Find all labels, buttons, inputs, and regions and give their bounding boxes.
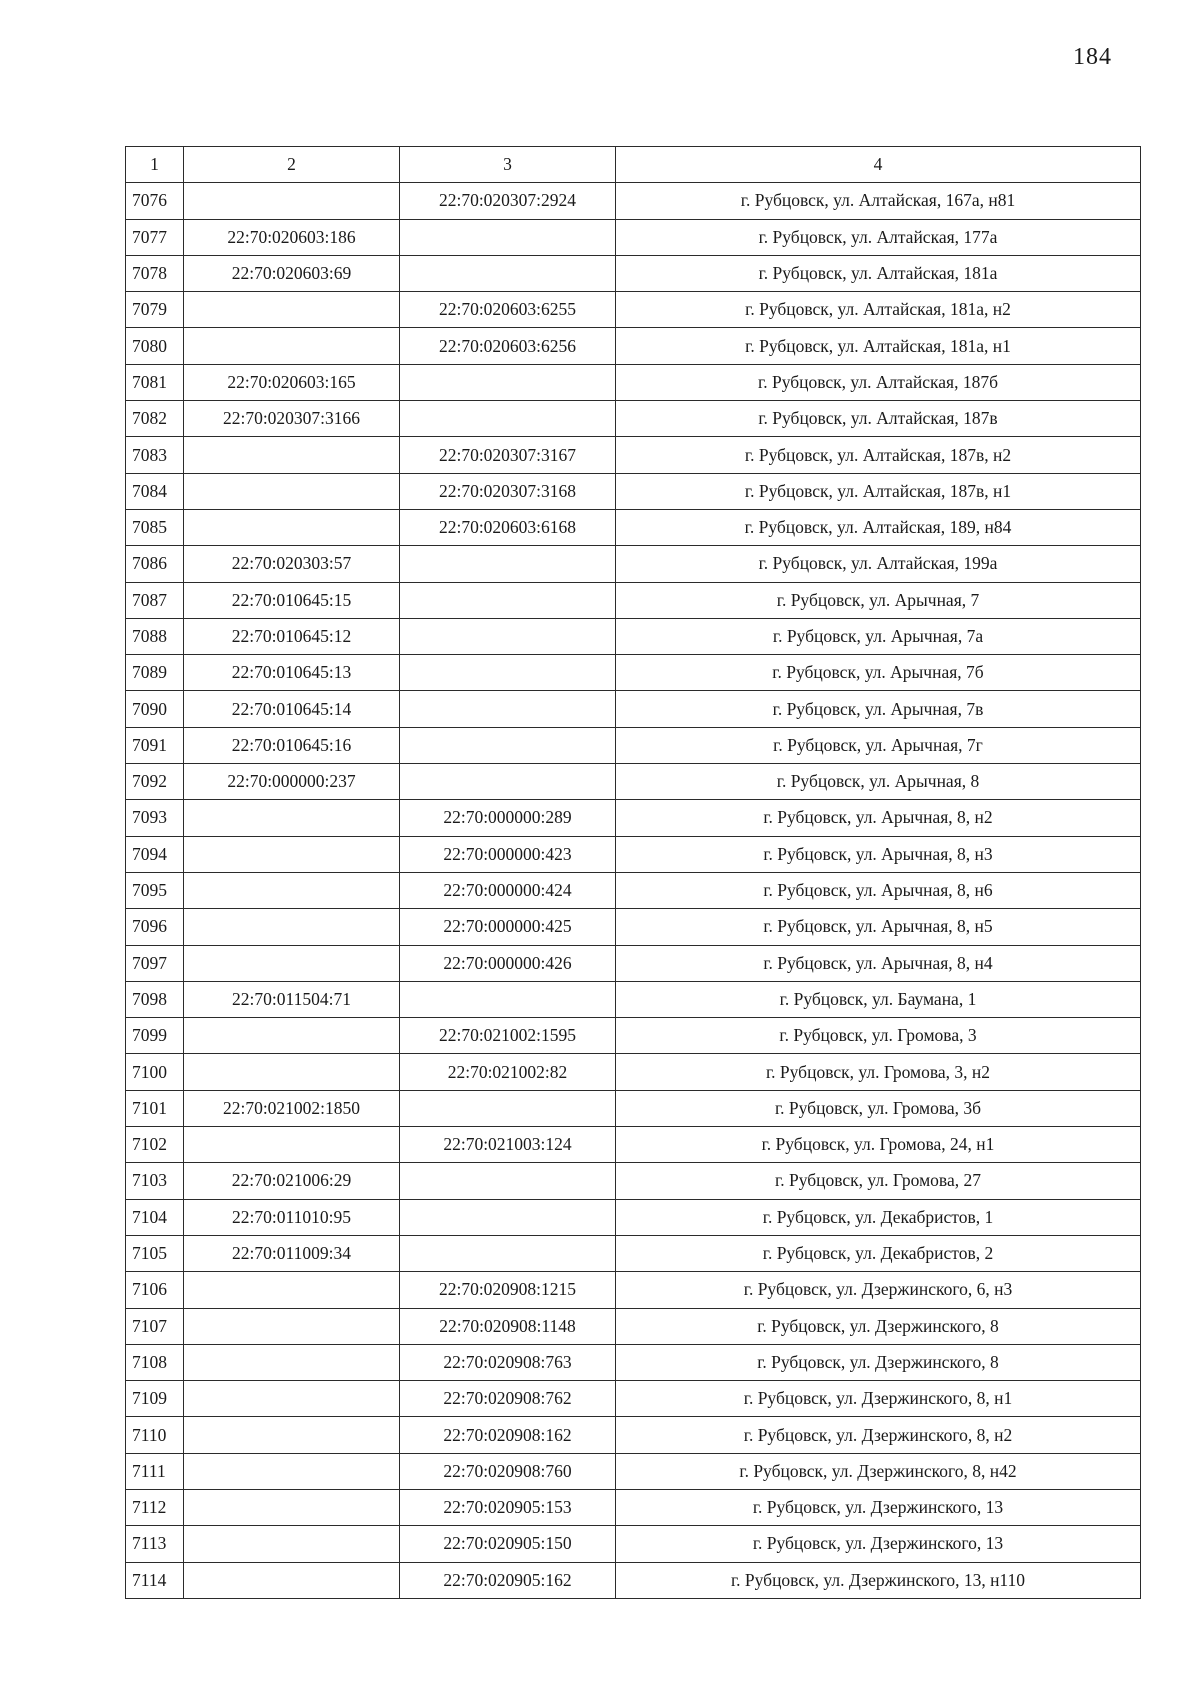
address-cell: г. Рубцовск, ул. Арычная, 8, н3 [616, 836, 1141, 872]
row-number-cell: 7111 [126, 1453, 184, 1489]
cadastral-number-col2-cell: 22:70:010645:12 [184, 618, 400, 654]
register-table-body [126, 147, 1141, 1599]
table-row [126, 582, 1141, 618]
cadastral-number-col2-cell: 22:70:010645:16 [184, 727, 400, 763]
cadastral-number-col3-cell: 22:70:020905:162 [400, 1562, 616, 1598]
cadastral-number-col2-cell: 22:70:011504:71 [184, 981, 400, 1017]
address-cell: г. Рубцовск, ул. Алтайская, 181а, н1 [616, 328, 1141, 364]
cadastral-number-col2-cell [184, 328, 400, 364]
address-cell: г. Рубцовск, ул. Алтайская, 187в, н1 [616, 473, 1141, 509]
cadastral-number-col2-cell: 22:70:021002:1850 [184, 1090, 400, 1126]
cadastral-number-col3-cell [400, 219, 616, 255]
address-cell: г. Рубцовск, ул. Алтайская, 181а [616, 255, 1141, 291]
table-row [126, 945, 1141, 981]
cadastral-number-col3-cell: 22:70:020905:150 [400, 1526, 616, 1562]
table-row [126, 292, 1141, 328]
row-number-cell: 7083 [126, 437, 184, 473]
cadastral-number-col2-cell [184, 1562, 400, 1598]
address-cell: г. Рубцовск, ул. Арычная, 8, н4 [616, 945, 1141, 981]
cadastral-number-col2-cell: 22:70:000000:237 [184, 764, 400, 800]
table-row [126, 1090, 1141, 1126]
cadastral-number-col3-cell: 22:70:020908:760 [400, 1453, 616, 1489]
row-number-cell: 7076 [126, 183, 184, 219]
row-number-cell: 7080 [126, 328, 184, 364]
address-cell: г. Рубцовск, ул. Алтайская, 189, н84 [616, 509, 1141, 545]
cadastral-number-col2-cell: 22:70:020603:165 [184, 364, 400, 400]
table-row [126, 1381, 1141, 1417]
row-number-cell: 7101 [126, 1090, 184, 1126]
address-cell: г. Рубцовск, ул. Декабристов, 2 [616, 1235, 1141, 1271]
cadastral-number-col3-cell: 22:70:020908:1215 [400, 1272, 616, 1308]
row-number-cell: 7107 [126, 1308, 184, 1344]
row-number-cell: 7097 [126, 945, 184, 981]
row-number-cell: 7096 [126, 909, 184, 945]
address-cell: г. Рубцовск, ул. Алтайская, 167а, н81 [616, 183, 1141, 219]
cadastral-number-col3-cell: 22:70:021002:1595 [400, 1018, 616, 1054]
register-table [125, 146, 1141, 1599]
cadastral-number-col3-cell [400, 1163, 616, 1199]
cadastral-number-col2-cell: 22:70:011010:95 [184, 1199, 400, 1235]
cadastral-number-col3-cell: 22:70:020908:762 [400, 1381, 616, 1417]
cadastral-number-col2-cell [184, 800, 400, 836]
table-row [126, 473, 1141, 509]
cadastral-number-col2-cell [184, 1344, 400, 1380]
cadastral-number-col3-cell [400, 401, 616, 437]
cadastral-number-col2-cell [184, 1453, 400, 1489]
cadastral-number-col2-cell [184, 836, 400, 872]
cadastral-number-col3-cell: 22:70:020908:162 [400, 1417, 616, 1453]
cadastral-number-col3-cell [400, 1090, 616, 1126]
table-row [126, 800, 1141, 836]
row-number-cell: 7105 [126, 1235, 184, 1271]
address-cell: г. Рубцовск, ул. Арычная, 8, н2 [616, 800, 1141, 836]
row-number-cell: 7078 [126, 255, 184, 291]
cadastral-number-col3-cell: 22:70:000000:289 [400, 800, 616, 836]
cadastral-number-col3-cell [400, 764, 616, 800]
row-number-cell: 7086 [126, 546, 184, 582]
address-cell: г. Рубцовск, ул. Громова, 3б [616, 1090, 1141, 1126]
column-header-2: 2 [184, 147, 400, 183]
address-cell: г. Рубцовск, ул. Арычная, 8, н6 [616, 872, 1141, 908]
row-number-cell: 7109 [126, 1381, 184, 1417]
cadastral-number-col2-cell: 22:70:020303:57 [184, 546, 400, 582]
row-number-cell: 7099 [126, 1018, 184, 1054]
cadastral-number-col2-cell [184, 1018, 400, 1054]
row-number-cell: 7102 [126, 1127, 184, 1163]
cadastral-number-col2-cell: 22:70:010645:15 [184, 582, 400, 618]
cadastral-number-col2-cell [184, 292, 400, 328]
address-cell: г. Рубцовск, ул. Арычная, 7а [616, 618, 1141, 654]
table-row [126, 437, 1141, 473]
row-number-cell: 7100 [126, 1054, 184, 1090]
address-cell: г. Рубцовск, ул. Арычная, 7 [616, 582, 1141, 618]
row-number-cell: 7085 [126, 509, 184, 545]
table-row [126, 691, 1141, 727]
row-number-cell: 7104 [126, 1199, 184, 1235]
table-row [126, 909, 1141, 945]
cadastral-number-col3-cell [400, 1199, 616, 1235]
row-number-cell: 7094 [126, 836, 184, 872]
cadastral-number-col3-cell [400, 364, 616, 400]
cadastral-number-col2-cell [184, 945, 400, 981]
table-row [126, 618, 1141, 654]
row-number-cell: 7110 [126, 1417, 184, 1453]
table-row [126, 546, 1141, 582]
column-header-1: 1 [126, 147, 184, 183]
table-row [126, 836, 1141, 872]
cadastral-number-col3-cell: 22:70:020603:6255 [400, 292, 616, 328]
cadastral-number-col2-cell: 22:70:010645:13 [184, 655, 400, 691]
row-number-cell: 7098 [126, 981, 184, 1017]
cadastral-number-col2-cell [184, 183, 400, 219]
address-cell: г. Рубцовск, ул. Громова, 27 [616, 1163, 1141, 1199]
cadastral-number-col3-cell [400, 582, 616, 618]
address-cell: г. Рубцовск, ул. Дзержинского, 8, н1 [616, 1381, 1141, 1417]
table-row [126, 1489, 1141, 1525]
table-row [126, 1127, 1141, 1163]
cadastral-number-col3-cell [400, 546, 616, 582]
row-number-cell: 7114 [126, 1562, 184, 1598]
row-number-cell: 7103 [126, 1163, 184, 1199]
address-cell: г. Рубцовск, ул. Дзержинского, 13 [616, 1489, 1141, 1525]
row-number-cell: 7077 [126, 219, 184, 255]
table-row [126, 255, 1141, 291]
cadastral-number-col3-cell: 22:70:020603:6168 [400, 509, 616, 545]
address-cell: г. Рубцовск, ул. Арычная, 7б [616, 655, 1141, 691]
cadastral-number-col3-cell [400, 691, 616, 727]
cadastral-number-col2-cell: 22:70:011009:34 [184, 1235, 400, 1271]
table-row [126, 1272, 1141, 1308]
cadastral-number-col3-cell [400, 1235, 616, 1271]
table-row [126, 1526, 1141, 1562]
address-cell: г. Рубцовск, ул. Арычная, 8 [616, 764, 1141, 800]
cadastral-number-col2-cell [184, 1526, 400, 1562]
row-number-cell: 7084 [126, 473, 184, 509]
address-cell: г. Рубцовск, ул. Баумана, 1 [616, 981, 1141, 1017]
table-row [126, 364, 1141, 400]
row-number-cell: 7089 [126, 655, 184, 691]
cadastral-number-col3-cell: 22:70:020307:3168 [400, 473, 616, 509]
row-number-cell: 7108 [126, 1344, 184, 1380]
cadastral-number-col2-cell: 22:70:010645:14 [184, 691, 400, 727]
cadastral-number-col2-cell [184, 1308, 400, 1344]
row-number-cell: 7106 [126, 1272, 184, 1308]
cadastral-number-col3-cell: 22:70:000000:424 [400, 872, 616, 908]
cadastral-number-col2-cell [184, 872, 400, 908]
table-row [126, 764, 1141, 800]
table-row [126, 1344, 1141, 1380]
row-number-cell: 7093 [126, 800, 184, 836]
table-row [126, 1308, 1141, 1344]
cadastral-number-col3-cell: 22:70:020307:3167 [400, 437, 616, 473]
table-row [126, 1054, 1141, 1090]
cadastral-number-col2-cell [184, 1272, 400, 1308]
address-cell: г. Рубцовск, ул. Алтайская, 187б [616, 364, 1141, 400]
cadastral-number-col2-cell [184, 1381, 400, 1417]
cadastral-number-col2-cell [184, 437, 400, 473]
cadastral-number-col2-cell [184, 1417, 400, 1453]
table-row [126, 1417, 1141, 1453]
address-cell: г. Рубцовск, ул. Громова, 3 [616, 1018, 1141, 1054]
column-header-4: 4 [616, 147, 1141, 183]
table-row [126, 1163, 1141, 1199]
table-row [126, 1562, 1141, 1598]
table-row [126, 183, 1141, 219]
address-cell: г. Рубцовск, ул. Алтайская, 181а, н2 [616, 292, 1141, 328]
table-header-row [126, 147, 1141, 183]
table-row [126, 509, 1141, 545]
page-number: 184 [1073, 44, 1112, 70]
address-cell: г. Рубцовск, ул. Дзержинского, 8, н2 [616, 1417, 1141, 1453]
address-cell: г. Рубцовск, ул. Дзержинского, 8, н42 [616, 1453, 1141, 1489]
cadastral-number-col2-cell [184, 473, 400, 509]
address-cell: г. Рубцовск, ул. Арычная, 8, н5 [616, 909, 1141, 945]
table-row [126, 1453, 1141, 1489]
row-number-cell: 7079 [126, 292, 184, 328]
address-cell: г. Рубцовск, ул. Громова, 3, н2 [616, 1054, 1141, 1090]
cadastral-number-col3-cell: 22:70:021002:82 [400, 1054, 616, 1090]
cadastral-number-col3-cell: 22:70:020908:1148 [400, 1308, 616, 1344]
address-cell: г. Рубцовск, ул. Алтайская, 177а [616, 219, 1141, 255]
cadastral-number-col3-cell: 22:70:020908:763 [400, 1344, 616, 1380]
cadastral-number-col2-cell: 22:70:020603:186 [184, 219, 400, 255]
cadastral-number-col2-cell [184, 509, 400, 545]
address-cell: г. Рубцовск, ул. Дзержинского, 13, н110 [616, 1562, 1141, 1598]
column-header-3: 3 [400, 147, 616, 183]
table-row [126, 1235, 1141, 1271]
cadastral-number-col2-cell [184, 1054, 400, 1090]
table-row [126, 1199, 1141, 1235]
address-cell: г. Рубцовск, ул. Алтайская, 199а [616, 546, 1141, 582]
cadastral-number-col3-cell: 22:70:021003:124 [400, 1127, 616, 1163]
row-number-cell: 7088 [126, 618, 184, 654]
cadastral-number-col2-cell [184, 1127, 400, 1163]
cadastral-number-col2-cell: 22:70:021006:29 [184, 1163, 400, 1199]
table-row [126, 401, 1141, 437]
cadastral-number-col3-cell [400, 981, 616, 1017]
address-cell: г. Рубцовск, ул. Декабристов, 1 [616, 1199, 1141, 1235]
row-number-cell: 7091 [126, 727, 184, 763]
table-row [126, 872, 1141, 908]
row-number-cell: 7095 [126, 872, 184, 908]
table-row [126, 981, 1141, 1017]
address-cell: г. Рубцовск, ул. Дзержинского, 8 [616, 1308, 1141, 1344]
cadastral-number-col2-cell: 22:70:020603:69 [184, 255, 400, 291]
row-number-cell: 7113 [126, 1526, 184, 1562]
cadastral-number-col3-cell [400, 618, 616, 654]
table-row [126, 1018, 1141, 1054]
cadastral-number-col3-cell [400, 255, 616, 291]
address-cell: г. Рубцовск, ул. Алтайская, 187в [616, 401, 1141, 437]
table-row [126, 219, 1141, 255]
row-number-cell: 7112 [126, 1489, 184, 1525]
cadastral-number-col3-cell: 22:70:020603:6256 [400, 328, 616, 364]
cadastral-number-col3-cell: 22:70:000000:425 [400, 909, 616, 945]
cadastral-number-col2-cell [184, 1489, 400, 1525]
table-row [126, 655, 1141, 691]
row-number-cell: 7090 [126, 691, 184, 727]
address-cell: г. Рубцовск, ул. Алтайская, 187в, н2 [616, 437, 1141, 473]
address-cell: г. Рубцовск, ул. Дзержинского, 8 [616, 1344, 1141, 1380]
address-cell: г. Рубцовск, ул. Громова, 24, н1 [616, 1127, 1141, 1163]
cadastral-number-col3-cell: 22:70:000000:423 [400, 836, 616, 872]
table-row [126, 727, 1141, 763]
cadastral-number-col3-cell: 22:70:020905:153 [400, 1489, 616, 1525]
row-number-cell: 7082 [126, 401, 184, 437]
row-number-cell: 7087 [126, 582, 184, 618]
cadastral-number-col3-cell [400, 655, 616, 691]
cadastral-number-col3-cell [400, 727, 616, 763]
address-cell: г. Рубцовск, ул. Арычная, 7в [616, 691, 1141, 727]
row-number-cell: 7081 [126, 364, 184, 400]
address-cell: г. Рубцовск, ул. Арычная, 7г [616, 727, 1141, 763]
address-cell: г. Рубцовск, ул. Дзержинского, 13 [616, 1526, 1141, 1562]
row-number-cell: 7092 [126, 764, 184, 800]
cadastral-number-col3-cell: 22:70:000000:426 [400, 945, 616, 981]
cadastral-number-col3-cell: 22:70:020307:2924 [400, 183, 616, 219]
cadastral-number-col2-cell: 22:70:020307:3166 [184, 401, 400, 437]
cadastral-number-col2-cell [184, 909, 400, 945]
table-row [126, 328, 1141, 364]
address-cell: г. Рубцовск, ул. Дзержинского, 6, н3 [616, 1272, 1141, 1308]
